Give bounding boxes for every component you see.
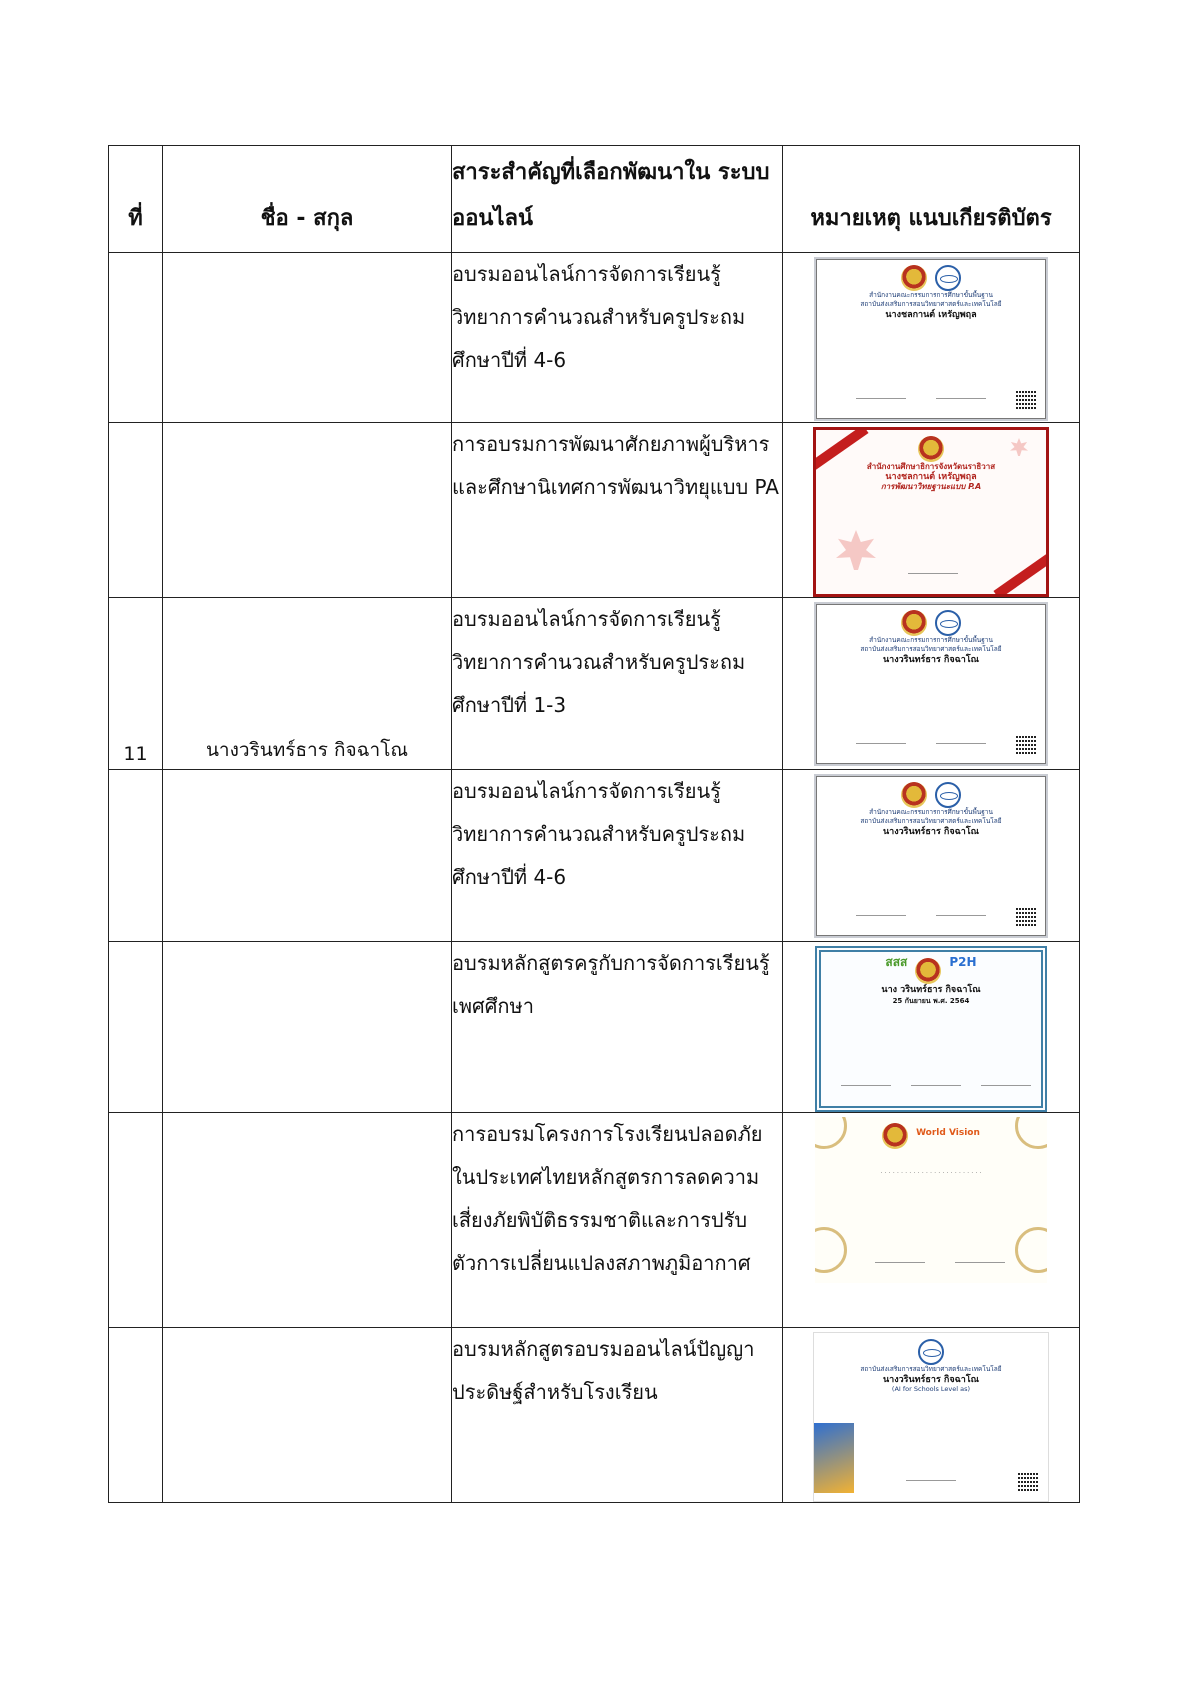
number-cell (109, 1113, 163, 1328)
certificate-image (814, 257, 1048, 421)
certificate-org-2: สถาบันส่งเสริมการสอนวิทยาศาสตร์และเทคโนโลยี (860, 300, 1002, 308)
header-number: ที่ (109, 146, 163, 253)
signature-icon (856, 729, 906, 744)
name-cell (163, 1328, 452, 1503)
topic-cell: อบรมออนไลน์การจัดการเรียนรู้วิทยาการคำนวณสำหรับครูประถมศึกษาปีที่ 4-6 (452, 770, 783, 942)
certificate-image (815, 946, 1047, 1112)
header-topic: สาระสำคัญที่เลือกพัฒนาใน ระบบออนไลน์ (452, 146, 783, 253)
ornament-icon (815, 1227, 847, 1273)
certificate-cell (783, 770, 1080, 942)
topic-cell: การอบรมโครงการโรงเรียนปลอดภัยในประเทศไทยหลักสูตรการลดความเสี่ยงภัยพิบัติธรรมชาติและการปรับตัวการเปลี่ยนแปลงสภาพภูมิอากาศ (452, 1113, 783, 1328)
certificate-org: สำนักงานคณะกรรมการการศึกษาขั้นพื้นฐาน (869, 291, 993, 299)
name-cell: นางวรินทร์ธาร กิจฉาโณ (163, 598, 452, 770)
certificate-date: 25 กันยายน พ.ศ. 2564 (892, 997, 970, 1005)
qr-code-icon (1016, 906, 1036, 926)
ipst-logo-icon (935, 265, 961, 291)
signature-icon (908, 559, 958, 574)
name-cell (163, 942, 452, 1113)
certificate-cell (783, 423, 1080, 598)
ipst-logo-icon (918, 1339, 944, 1365)
table-row (109, 253, 1080, 423)
ipst-logo-icon (935, 782, 961, 808)
header-name: ชื่อ - สกุล (163, 146, 452, 253)
qr-code-icon (1016, 734, 1036, 754)
certificate-recipient: นาง วรินทร์ธาร กิจฉาโณ (881, 985, 981, 995)
signature-icon (841, 1071, 891, 1086)
qr-code-icon (1018, 1471, 1038, 1491)
number-cell (109, 770, 163, 942)
certificate-image (815, 1117, 1047, 1283)
number-cell (109, 942, 163, 1113)
certificate-image (813, 1332, 1049, 1502)
ribbon-icon (993, 551, 1049, 597)
number-cell (109, 253, 163, 423)
signature-icon (911, 1071, 961, 1086)
certificate-recipient: นางชลกานต์ เหรัญพฤล (885, 472, 977, 482)
header-remark: หมายเหตุ แนบเกียรติบัตร (783, 146, 1080, 253)
obec-seal-icon (901, 265, 927, 291)
name-cell (163, 770, 452, 942)
number-cell (109, 423, 163, 598)
name-cell (163, 1113, 452, 1328)
certificate-cell (783, 1328, 1080, 1503)
obec-seal-icon (915, 958, 941, 984)
signature-icon (906, 1466, 956, 1481)
header-row (109, 146, 1080, 253)
certificate-org: สถาบันส่งเสริมการสอนวิทยาศาสตร์และเทคโนโลยี (860, 1365, 1002, 1373)
number-cell (109, 1328, 163, 1503)
certificate-org-2: สถาบันส่งเสริมการสอนวิทยาศาสตร์และเทคโนโลยี (860, 817, 1002, 825)
certificate-recipient: นางวรินทร์ธาร กิจฉาโณ (882, 827, 979, 837)
sss-logo: สสส (885, 955, 908, 969)
topic-cell: อบรมหลักสูตรอบรมออนไลน์ปัญญาประดิษฐ์สำหรับโรงเรียน (452, 1328, 783, 1503)
certificate-course: (AI for Schools Level as) (891, 1385, 971, 1393)
qr-code-icon (1016, 389, 1036, 409)
certificate-image (814, 602, 1048, 766)
certificate-body: . . . . . . . . . . . . . . . . . . . . . . . . . (880, 1167, 982, 1175)
obec-seal-icon (882, 1123, 908, 1149)
world-vision-logo: World Vision (916, 1128, 980, 1138)
obec-seal-icon (901, 610, 927, 636)
certificate-image (814, 774, 1048, 938)
decor-stripe (814, 1423, 854, 1493)
topic-cell: อบรมหลักสูตรครูกับการจัดการเรียนรู้เพศศึกษา (452, 942, 783, 1113)
signature-icon (856, 384, 906, 399)
signature-icon (981, 1071, 1031, 1086)
certificate-cell (783, 253, 1080, 423)
table-row (109, 598, 1080, 770)
name-cell (163, 253, 452, 423)
signature-icon (936, 384, 986, 399)
certificate-org: สำนักงานคณะกรรมการการศึกษาขั้นพื้นฐาน (869, 808, 993, 816)
topic-cell: อบรมออนไลน์การจัดการเรียนรู้วิทยาการคำนวณสำหรับครูประถมศึกษาปีที่ 1-3 (452, 598, 783, 770)
name-cell (163, 423, 452, 598)
activity-table (108, 145, 1080, 1503)
certificate-org: สำนักงานคณะกรรมการการศึกษาขั้นพื้นฐาน (869, 636, 993, 644)
ipst-logo-icon (935, 610, 961, 636)
certificate-cell (783, 598, 1080, 770)
certificate-image (813, 427, 1049, 597)
obec-seal-icon (901, 782, 927, 808)
table-row (109, 770, 1080, 942)
ministry-seal-icon (918, 436, 944, 462)
signature-icon (955, 1248, 1005, 1263)
table-row (109, 1328, 1080, 1503)
table-row (109, 1113, 1080, 1328)
certificate-recipient: นางวรินทร์ธาร กิจฉาโณ (882, 655, 979, 665)
certificate-course: การพัฒนาวิทยฐานะแบบ P.A (880, 482, 982, 491)
certificate-cell (783, 942, 1080, 1113)
certificate-org-2: สถาบันส่งเสริมการสอนวิทยาศาสตร์และเทคโนโลยี (860, 645, 1002, 653)
number-cell: 11 (109, 598, 163, 770)
certificate-recipient: นางวรินทร์ธาร กิจฉาโณ (882, 1375, 979, 1385)
signature-icon (936, 901, 986, 916)
ornament-icon (1015, 1227, 1047, 1273)
maple-leaf-icon (836, 530, 876, 570)
topic-cell: อบรมออนไลน์การจัดการเรียนรู้วิทยาการคำนวณสำหรับครูประถมศึกษาปีที่ 4-6 (452, 253, 783, 423)
topic-cell: การอบรมการพัฒนาศักยภาพผู้บริหารและศึกษานิเทศการพัฒนาวิทยุแบบ PA (452, 423, 783, 598)
p2h-logo: P2H (949, 955, 977, 969)
signature-icon (875, 1248, 925, 1263)
signature-icon (936, 729, 986, 744)
table-row (109, 423, 1080, 598)
certificate-cell (783, 1113, 1080, 1328)
certificate-org: สำนักงานศึกษาธิการจังหวัดนราธิวาส (866, 462, 996, 471)
table-row (109, 942, 1080, 1113)
signature-icon (856, 901, 906, 916)
certificate-recipient: นางชลกานต์ เหรัญพฤล (885, 310, 977, 320)
